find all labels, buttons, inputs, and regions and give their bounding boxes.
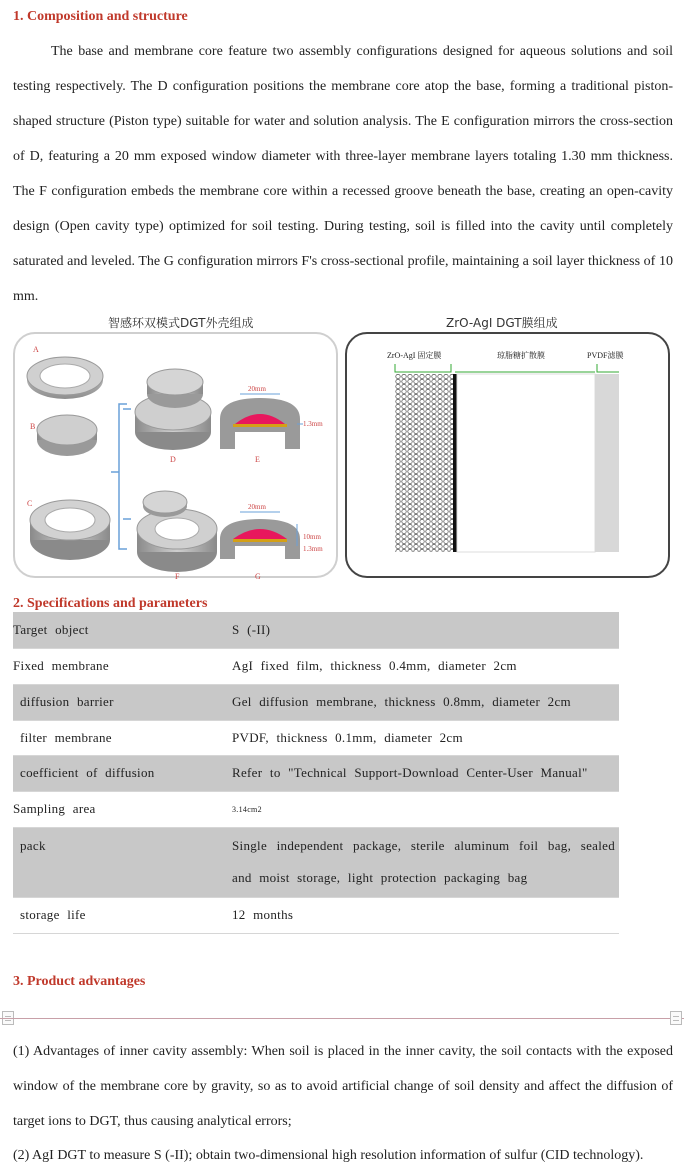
table-row bbox=[13, 755, 619, 791]
housing-diagram bbox=[15, 334, 340, 580]
diffusion-membrane-layer bbox=[457, 374, 595, 552]
right-figure-title: ZrO-AgI DGT膜组成 bbox=[446, 316, 558, 330]
spec-key: storage life bbox=[20, 907, 86, 922]
label-d: D bbox=[170, 455, 176, 464]
part-a-ring bbox=[27, 357, 103, 399]
label-window-bottom: 20mm bbox=[248, 503, 266, 511]
composition-paragraph: The base and membrane core feature two assembly configurations designed for aqueous solutions and soil testing respectively. The D configuration positions the membrane core atop the base, forming a traditional piston-shaped structure (Piston type) suitable for water and solution analysis. The E configuration mirrors the cross-section of D, featuring a 20 mm exposed window diameter with three-layer membrane layers totaling 1.30 mm thickness. The F configuration embeds the membrane core within a recessed groove beneath the base, creating an open-cavity design (Open cavity type) optimized for soil testing. During testing, soil is filled into the cavity until completely saturated and leveled. The G configuration mirrors F's cross-sectional profile, maintaining a soil layer thickness of 10 mm. bbox=[13, 44, 673, 304]
fixed-membrane-layer bbox=[395, 374, 453, 552]
label-e: E bbox=[255, 455, 260, 464]
label-thickness-bottom: 1.3mm bbox=[303, 545, 323, 553]
housing-panel bbox=[13, 332, 338, 578]
table-row bbox=[13, 612, 619, 648]
section-heading-composition: 1. Composition and structure bbox=[13, 9, 188, 24]
label-c: C bbox=[27, 499, 33, 508]
table-row bbox=[13, 897, 619, 933]
advantage-item-2: (2) AgI DGT to measure S (-II); obtain two-dimensional high resolution information of sulfur (CID technology). bbox=[13, 1148, 644, 1163]
section-divider bbox=[0, 1018, 684, 1019]
label-a: A bbox=[33, 345, 39, 354]
table-row bbox=[13, 648, 619, 684]
part-c-base bbox=[30, 500, 110, 560]
structure-figure bbox=[0, 310, 684, 590]
table-row bbox=[13, 791, 619, 827]
membrane-diagram bbox=[347, 334, 668, 576]
filter-membrane-layer bbox=[595, 374, 619, 552]
label-soil-layer: 10mm bbox=[303, 533, 321, 541]
section-heading-advantages: 3. Product advantages bbox=[13, 974, 146, 989]
label-window-top: 20mm bbox=[248, 385, 266, 393]
spec-key: diffusion barrier bbox=[20, 694, 114, 709]
section-heading-specifications: 2. Specifications and parameters bbox=[13, 596, 208, 611]
specifications-table bbox=[13, 612, 619, 934]
spec-value: 12 months bbox=[232, 907, 294, 922]
spec-value: PVDF, thickness 0.1mm, diameter 2cm bbox=[232, 729, 463, 745]
right-margin-marker-icon bbox=[670, 1011, 682, 1025]
table-row bbox=[13, 827, 619, 897]
spec-key: pack bbox=[20, 837, 46, 853]
table-row bbox=[13, 684, 619, 720]
spec-key: Sampling area bbox=[13, 801, 96, 816]
assembly-f bbox=[137, 491, 217, 572]
label-f: F bbox=[175, 572, 180, 580]
spec-key: Fixed membrane bbox=[13, 658, 109, 673]
spec-value: Single independent package, sterile aluminum foil bag, sealed and moist storage, light protection packaging bag bbox=[232, 838, 615, 885]
part-b-disc bbox=[37, 415, 97, 456]
label-filter-membrane: PVDF滤膜 bbox=[587, 351, 624, 360]
spec-value: AgI fixed film, thickness 0.4mm, diameter 2cm bbox=[232, 658, 517, 673]
section-e bbox=[220, 398, 300, 449]
spec-value: Gel diffusion membrane, thickness 0.8mm, diameter 2cm bbox=[232, 694, 571, 709]
section-g bbox=[220, 519, 300, 559]
spec-key: coefficient of diffusion bbox=[20, 765, 155, 780]
table-row bbox=[13, 720, 619, 755]
label-fixed-membrane: ZrO-AgI 固定膜 bbox=[387, 351, 442, 360]
spec-value: S (-II) bbox=[232, 621, 271, 637]
spec-key: Target object bbox=[13, 621, 89, 637]
label-diffusion-membrane: 琼脂糖扩散膜 bbox=[497, 351, 545, 360]
label-b: B bbox=[30, 422, 36, 431]
advantage-item-1: (1) Advantages of inner cavity assembly: When soil is placed in the inner cavity, the soil contacts with the exposed window of the membrane core by gravity, so as to avoid artificial change of soil density and affect the diffusion of target ions to DGT, thus causing analytical errors; bbox=[13, 1044, 673, 1129]
spec-key: filter membrane bbox=[20, 729, 112, 745]
assembly-d bbox=[135, 369, 211, 450]
spec-value: 3.14cm2 bbox=[232, 804, 262, 814]
left-figure-title: 智感环双模式DGT外壳组成 bbox=[108, 316, 254, 330]
label-thickness-top: 1.3mm bbox=[303, 420, 323, 428]
label-g: G bbox=[255, 572, 261, 580]
membrane-panel bbox=[345, 332, 670, 578]
spec-value: Refer to "Technical Support-Download Center-User Manual" bbox=[232, 765, 588, 780]
